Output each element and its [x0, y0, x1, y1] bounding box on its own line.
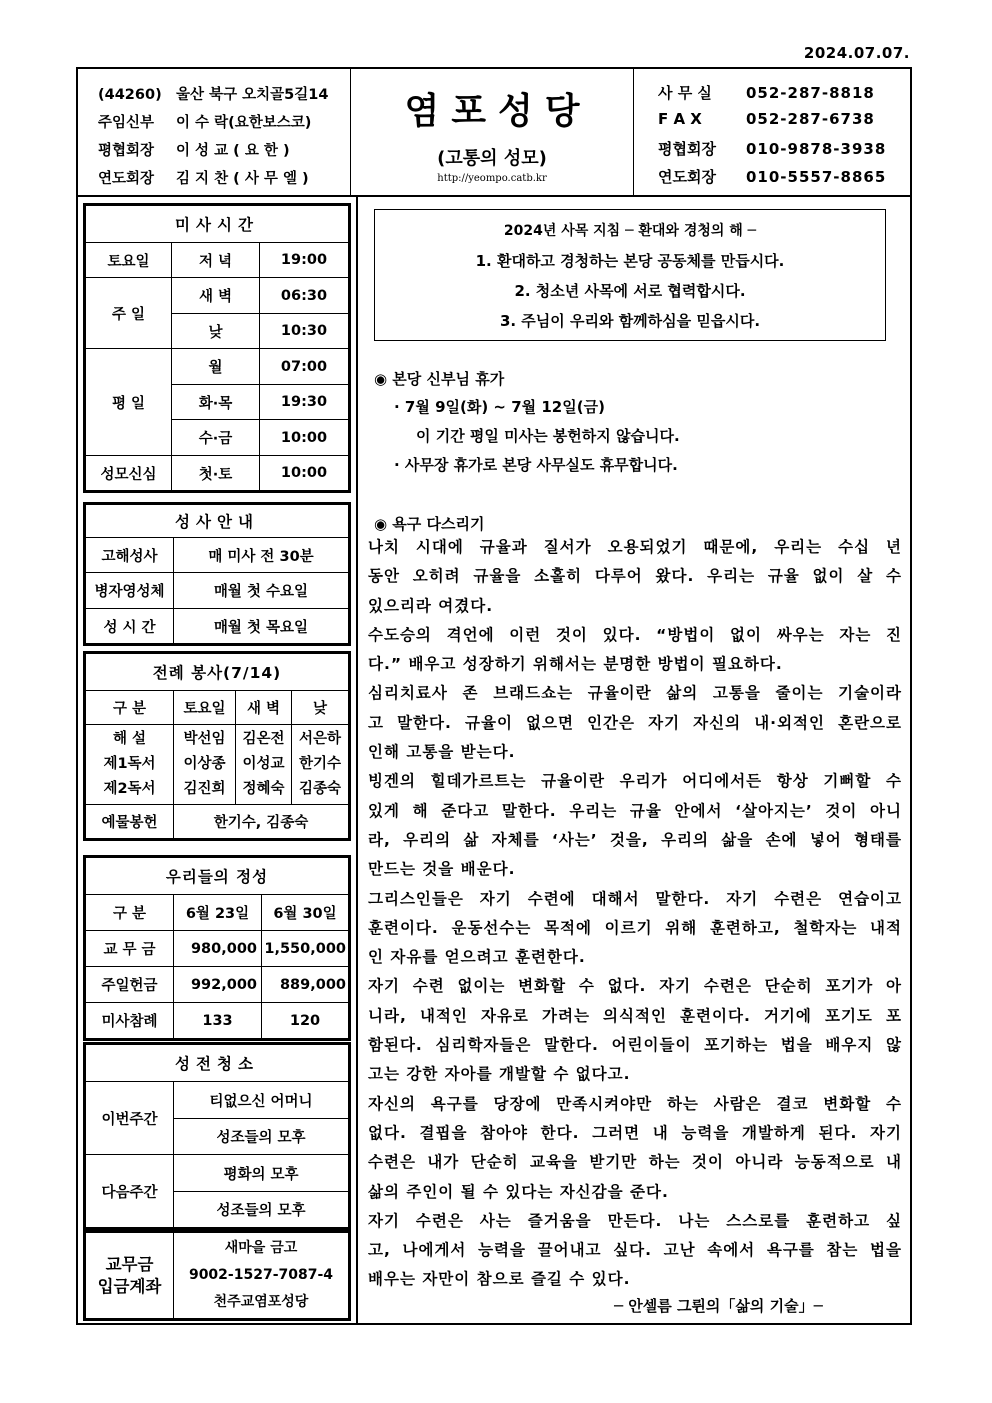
- account-table: 교무금 입금계좌 새마을 금고 9002-1527-7087-4 천주교염포성당: [85, 1232, 349, 1319]
- cleaning-title: 성전청소: [86, 1045, 349, 1082]
- church-subtitle: (고통의 성모): [437, 148, 547, 169]
- finance-title: 우리들의 정성: [86, 858, 349, 895]
- liturgy-table: 전례 봉사(7/14) 구 분 토요일 새 벽 낮 해 설 제1독서 제2독서 박선임 이상종 김진희 김온전 이성교 정혜숙 서은하 한기수 김종숙 예물봉헌 한기수, 김종숙: [85, 653, 349, 839]
- pastor-row: 주임신부 이 수 락(요한보스코): [98, 115, 312, 131]
- pastoral-title: 2024년 사목 지침 ─ 환대와 경청의 해 ─: [503, 223, 757, 239]
- vacation-notice-title: ◉ 본당 신부님 휴가: [374, 370, 505, 388]
- essay-title: ◉ 욕구 다스리기: [374, 515, 485, 533]
- church-name: 염포성당: [404, 91, 592, 132]
- header: [78, 69, 910, 197]
- mass-times-title: 미사시간: [86, 206, 349, 243]
- finance-table: 우리들의 정성 구 분 6월 23일 6월 30일 교 무 금 980,000 1,550,000 주일헌금 992,000 889,000 미사참례 133 120: [85, 857, 349, 1039]
- office-phone-row: 사 무 실 052-287-8818: [658, 84, 875, 102]
- cleaning-box: [83, 1042, 351, 1230]
- essay-source: ─ 안셀름 그륀의「삶의 기술」─: [614, 1297, 823, 1315]
- cleaning-table: 성전청소 이번주간 티없으신 어머니 성조들의 모후 다음주간 평화의 모후 성조들의 모후: [85, 1044, 349, 1228]
- bulletin-date: 2024.07.07.: [803, 44, 910, 62]
- header-contacts: [634, 69, 910, 195]
- account-holder: 천주교염포성당: [213, 1294, 309, 1310]
- vacation-mass-note: 이 기간 평일 미사는 봉헌하지 않습니다.: [416, 427, 680, 445]
- prayer-phone-row: 연도회장 010-5557-8865: [658, 168, 887, 186]
- church-url[interactable]: http://yeompo.catb.kr: [437, 173, 547, 184]
- liturgy-title: 전례 봉사(7/14): [86, 654, 349, 691]
- mass-times-box: [83, 203, 351, 493]
- address-row: (44260) 울산 북구 오치골5길14: [98, 87, 329, 103]
- sacraments-box: [83, 502, 351, 646]
- pastoral-item: 2. 청소년 사목에 서로 협력합시다.: [514, 282, 746, 300]
- account-number: 9002-1527-7087-4: [188, 1267, 334, 1283]
- essay-body: 나치 시대에 규율과 질서가 오용되었기 때문에, 우리는 수십 년 동안 오히려 규율을 소홀히 다루어 왔다. 우리는 규율 없이 살 수 있으리라 여겼다. 수도승의 격언에 이런 것이 있다. “방법이 없이 싸우는 자는 진 다.” 배우고 성장하기 위해서는 분명한 방법이 필요하다. 심리치료사 존 브래드쇼는 규율이란 삶의 고통을 줄이는 기술이라 고 말한다. 규율이 없으면 인간은 자기 자신의 내·외적인 혼란으로 인해 고통을 받는다. 빙겐의 힐데가르트는 규율이란 우리가 어디에서든 항상 기뻐할 수 있게 해 준다고 말한다. 우리는 규율 안에서 ‘살아지는’ 것이 아니 라, 우리의 삶 자체를 ‘사는’ 것을, 우리의 삶을 손에 넣어 형태를 만드는 것을 배운다. 그리스인들은 자기 수련에 대해서 말한다. 자기 수련은 연습이고 훈련이다. 운동선수는 목적에 이르기 위해 훈련하고, 철학자는 내적 인 자유를 얻으려고 훈련한다. 자기 수련 없이는 변화할 수 없다. 자기 수련은 단순히 포기가 아 니라, 내적인 자유로 가려는 의식적인 훈련이다. 거기에 포기도 포 함된다. 심리학자들은 말한다. 어린이들이 포기하는 법을 배우지 않 고는 강한 자아를 개발할 수 없다고. 자신의 욕구를 당장에 만족시켜야만 하는 사람은 결코 변화할 수 없다. 결핍을 참아야 한다. 그러면 내 능력을 개발하게 된다. 자기 수련은 내가 단순히 교육을 받기만 하는 것이 아니라 능동적으로 내 삶의 주인이 될 수 있다는 자신감을 준다. 자기 수련은 사는 즐거움을 만든다. 나는 스스로를 훈련하고 싶 고, 나에게서 능력을 끌어내고 싶다. 고난 속에서 욕구를 참는 법을 배우는 자만이 참으로 즐길 수 있다.: [368, 538, 902, 1289]
- pastoral-item: 3. 주님이 우리와 함께하심을 믿읍시다.: [499, 312, 761, 330]
- sacraments-table: 성사안내 고해성사 매 미사 전 30분 병자영성체 매월 첫 수요일 성 시 간 매월 첫 목요일: [85, 504, 349, 644]
- office-closed-note: · 사무장 휴가로 본당 사무실도 휴무합니다.: [394, 456, 678, 474]
- vacation-dates: · 7월 9일(화) ~ 7월 12일(금): [394, 398, 605, 416]
- bulletin-frame: [76, 67, 912, 1325]
- finance-box: [83, 855, 351, 1041]
- pastoral-guidelines-box: [374, 209, 886, 341]
- bank-name: 새마을 금고: [224, 1240, 298, 1256]
- liturgy-box: [83, 651, 351, 841]
- header-info-left: [78, 69, 351, 195]
- fax-row: F A X 052-287-6738: [658, 110, 875, 128]
- sacraments-title: 성사안내: [86, 505, 349, 538]
- header-title-block: [351, 69, 634, 195]
- prayer-president-row: 연도회장 김 지 찬 ( 사 무 엘 ): [98, 171, 309, 187]
- column-divider: [356, 195, 358, 1325]
- pastoral-item: 1. 환대하고 경청하는 본당 공동체를 만듭시다.: [475, 252, 785, 270]
- account-box: [83, 1230, 351, 1321]
- mass-times-table: 미사시간 토요일 저 녁 19:00 주 일 새 벽 06:30 낮 10:30 평 일 월 07:00 화·목 19:30 수·금 10:00 성모신심 첫·토 10:00: [85, 205, 349, 491]
- council-president-row: 평협회장 이 성 교 ( 요 한 ): [98, 143, 290, 159]
- council-phone-row: 평협회장 010-9878-3938: [658, 140, 887, 158]
